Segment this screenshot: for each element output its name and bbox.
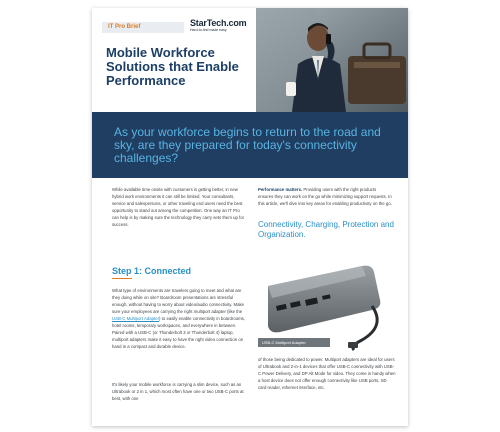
page-title: Mobile Workforce Solutions that Enable Performance [106, 45, 239, 88]
paragraph-text-continued: ) to easily enable connectivity in boardrooms, hotel rooms, temporary workspaces, and everywhere in between. Paired with a USB-C (or Thunderbolt 3 or Thunderbolt 4) laptop, multiport adapters make it easy to have the right video connection on hand in a compact and durable device. [112, 316, 246, 349]
logo-tagline: Hard-to-find made easy [190, 28, 227, 32]
heading-underline [112, 278, 132, 279]
step-1-heading: Step 1: Connected [112, 266, 192, 276]
step-1-paragraph-1 [112, 287, 246, 350]
intro-right-text: Providing users with the right products ensures they can work on the go while minimizing support requests. In this article, we'll dive into key areas for enabling productivity on the go. [258, 187, 392, 206]
intro-paragraph-right [258, 186, 392, 207]
intro-paragraph-left: While available time onsite with customers is getting better, in new hybrid work environments it can still be limited. Your consultants, service and salespersons, or other traveling end users need the best opportunity to stand out among the competition. One way an IT Pro can help is by making sure the technology they carry sets them up for success. [112, 187, 245, 227]
intro-lead: Performance matters. [258, 187, 303, 192]
brief-tag: IT Pro Brief [102, 22, 184, 33]
step-1-paragraph-2: It's likely your mobile workforce is carrying a slim device, such as an Ultrabook or 2 in 1, which most often have one or two USB-C ports at best, with one [112, 382, 244, 401]
logo-wordmark: StarTech.com [190, 18, 247, 28]
startech-logo [190, 18, 248, 36]
paragraph-text: What type of environments are travelers going to meet and what are they doing while on site? Boardroom presentations are stressful enough, without having to worry about video/audio connectivity. Make sure your employees are carrying the right multiport adapter (like the [112, 288, 245, 314]
document-page [92, 8, 408, 426]
usb-c-adapter-link[interactable]: USB-C Multiport Adapter [112, 316, 160, 321]
header-section [92, 8, 408, 112]
intro-banner [92, 112, 408, 178]
header-photo [256, 8, 408, 112]
step-1-paragraph-3: of those being dedicated to power. Multiport adapters are ideal for users of Ultrabook and 2-in-1 devices that offer USB-C connectivity with USB-C Power Delivery, and DP Alt Mode for video. They come in handy when a host device does not offer enough connectivity like USB ports, SD card reader, ethernet interface, etc. [258, 357, 396, 390]
banner-question: As your workforce begins to return to the road and sky, are they prepared for today's connectivity challenges? [114, 125, 381, 165]
key-areas-callout: Connectivity, Charging, Protection and Organization. [258, 220, 394, 239]
image-caption: USB-C Multiport Adapter [258, 338, 330, 347]
businessman-with-luggage-image [256, 8, 408, 112]
